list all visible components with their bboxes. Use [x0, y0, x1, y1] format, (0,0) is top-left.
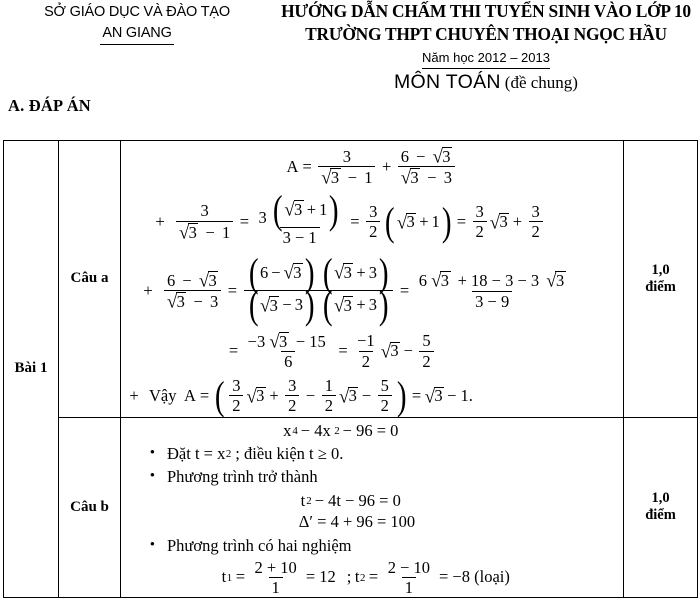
bullet-dot: •	[149, 468, 155, 485]
province-name: AN GIANG	[100, 23, 173, 46]
subject-wrap	[272, 71, 700, 94]
score-value: 1,0	[651, 490, 670, 507]
bullet-plus: +	[129, 385, 139, 405]
part-b-equation: x 4 − 4x 2 − 96 = 0	[283, 420, 399, 440]
part-b-roots: t 1 = $\frac{2 + 10}{1}$ = 12 ; t 2 = $\frac{2 - 10}{1}$ = −8 (loại)	[221, 557, 510, 598]
part-b-delta: Δ′ = 4 + 96 = 100	[298, 512, 416, 532]
part-b-score-cell	[624, 417, 698, 597]
part-a-conclusion: + Vậy A = ( $\frac{3}{2}$ √ 3 + $\frac{3}{2}$ − $\frac{1}{2}$ √ 3 − $\frac{5}{2}$ ) = √ 3 − 1.	[121, 377, 623, 415]
school-year: Năm học 2012 – 2013	[422, 49, 550, 69]
score-value: 1,0	[651, 261, 670, 278]
subject-note: (đề chung)	[504, 72, 578, 92]
part-a-solution-cell	[121, 141, 624, 418]
bullet-plus: +	[143, 280, 153, 300]
part-a-step-3: = −3 √ 3 − 15 6 = $\frac{-1}{2}$ √ 3 − $\frac{5}{2}$	[121, 332, 623, 371]
table-row	[4, 141, 698, 418]
issuing-authority	[6, 2, 268, 45]
conclusion-word: Vậy	[149, 385, 177, 405]
subject-name: MÔN TOÁN	[394, 70, 501, 93]
bullet-plus: +	[155, 211, 165, 231]
answer-key-table	[3, 140, 698, 598]
problem-label-cell: Bài 1	[4, 141, 59, 598]
part-a-step-1: + 3 √ 3 − 1 = 3 ( √ 3 + 1 ) 3 − 1 = $\frac{3}{2}$ ( √ 3 + 1 ) = $\frac{3}{2}$ √ 3 + $\frac{3}{2}$	[121, 197, 623, 247]
page-title: A. ĐÁP ÁN	[8, 96, 91, 115]
part-b-equation-t: t 2 − 4t − 96 = 0	[300, 490, 401, 510]
exam-title-line2: TRƯỜNG THPT CHUYÊN THOẠI NGỌC HẦU	[305, 24, 667, 45]
score-unit: điểm	[645, 507, 676, 524]
expression-A-definition: A = 3 √ 3 − 1 + 6 − √ 3 √ 3 − 3	[121, 147, 623, 187]
department-name: SỞ GIÁO DỤC VÀ ĐÀO TẠO	[44, 4, 230, 20]
part-b-label-cell: Câu b	[59, 417, 121, 597]
part-a-score-cell	[624, 141, 698, 418]
document-header	[0, 0, 700, 96]
school-year-wrap	[272, 47, 700, 69]
exam-title-block	[272, 0, 700, 94]
part-a-label-cell: Câu a	[59, 141, 121, 418]
part-b-solution-cell	[121, 417, 624, 597]
part-b-item-1: • Đặt t = x 2 ; điều kiện t ≥ 0.	[121, 443, 623, 465]
part-a-step-2: + 6 − √ 3 √ 3 − 3 = ( 6 − √ 3 ) ( √ 3 + 3 ) ( √ 3 − 3 ) ( √ 3 + 3 ) = 6 √ 3 + 18 − 3 − 3 √ 3 3 − 9	[121, 260, 623, 322]
bullet-dot: •	[149, 536, 155, 553]
bullet-dot: •	[149, 445, 155, 462]
part-b-item-2: • Phương trình trở thành	[121, 466, 623, 488]
score-unit: điểm	[645, 278, 676, 295]
table-row	[4, 417, 698, 597]
part-b-item-3: • Phương trình có hai nghiệm	[121, 535, 623, 557]
exam-title-line1: HƯỚNG DẪN CHẤM THI TUYỂN SINH VÀO LỚP 10	[281, 1, 691, 21]
